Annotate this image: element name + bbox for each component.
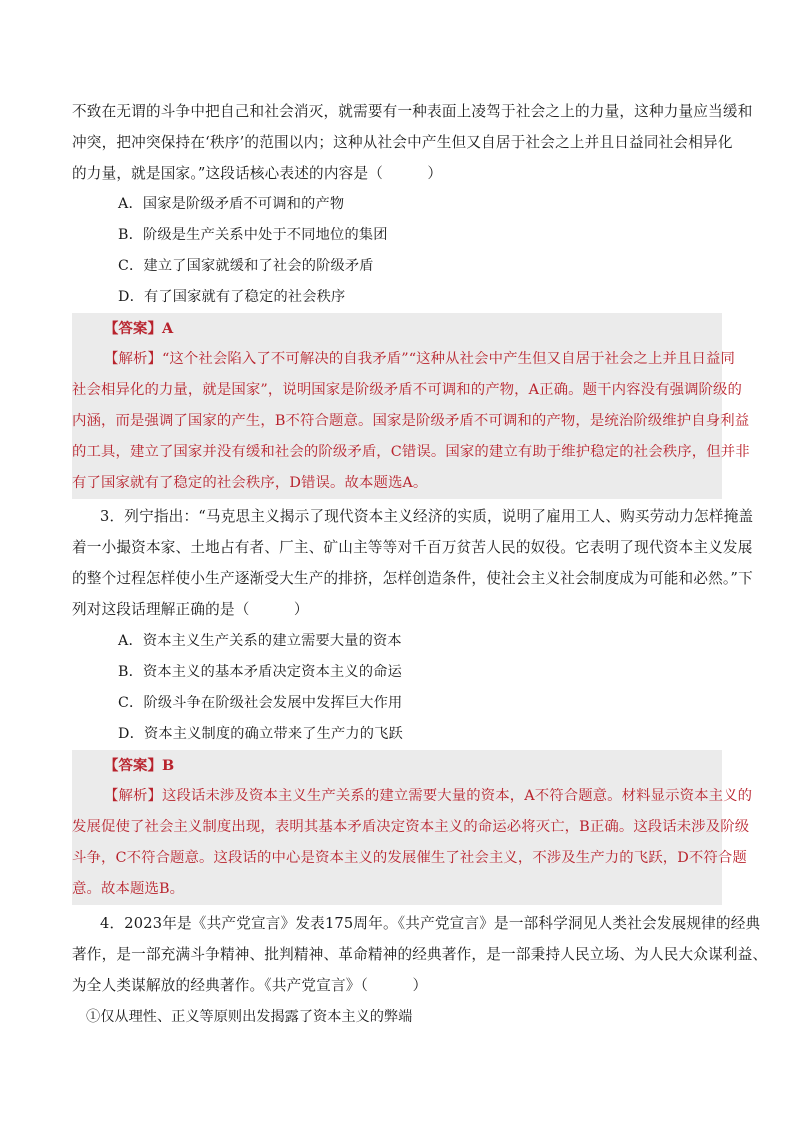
stem-line: 冲突，把冲突保持在‘秩序’的范围以内；这种从社会中产生但又自居于社会之上并且日益同社会相异化 [72, 134, 733, 151]
explanation-line: 的工具，建立了国家并没有缓和社会的阶级矛盾，C错误。国家的建立有助于维护稳定的社会秩序，但并非 [72, 444, 750, 460]
option-c: C．建立了国家就缓和了社会的阶级矛盾 [118, 258, 374, 274]
option-d: D．资本主义制度的确立带来了生产力的飞跃 [118, 726, 403, 742]
question-4-stem [72, 908, 768, 1001]
stem-line: 不致在无谓的斗争中把自己和社会消灭，就需要有一种表面上凌驾于社会之上的力量，这种力量应当缓和 [72, 103, 753, 120]
question-2-stem [72, 96, 753, 189]
option-c: C．阶级斗争在阶级社会发展中发挥巨大作用 [118, 695, 403, 711]
stem-line: 为全人类谋解放的经典著作。《共产党宣言》（ ） [72, 977, 428, 994]
stem-line: 4．2023年是《共产党宣言》发表175周年。《共产党宣言》是一部科学洞见人类社会发展规律的经典 [100, 915, 761, 932]
stem-line: 的整个过程怎样使小生产逐渐受大生产的排挤，怎样创造条件，使社会主义社会制度成为可能和必然。”下 [72, 570, 753, 587]
question-3-options [72, 626, 724, 750]
stem-line: 着一小撮资本家、土地占有者、厂主、矿山主等等对千百万贫苦人民的奴役。它表明了现代资本主义发展 [72, 539, 753, 556]
explanation-line: 斗争，C不符合题意。这段话的中心是资本主义的发展催生了社会主义，不涉及生产力的飞跃，D不符合题 [72, 850, 747, 866]
answer-label: 【答案】B [104, 757, 175, 774]
explanation-line: 内涵，而是强调了国家的产生，B不符合题意。国家是阶级矛盾不可调和的产物，是统治阶级维护自身利益 [72, 413, 750, 429]
explanation-line: 意。故本题选B。 [72, 881, 185, 897]
option-d: D．有了国家就有了稳定的社会秩序 [118, 289, 346, 305]
stem-line: 著作，是一部充满斗争精神、批判精神、革命精神的经典著作，是一部秉持人民立场、为人民大众谋利益、 [72, 946, 768, 963]
question-2-answer-box [72, 313, 750, 499]
question-2-options [72, 189, 724, 313]
explanation-line: 有了国家就有了稳定的社会秩序，D错误。故本题选A。 [72, 475, 428, 491]
stem-line: 的力量，就是国家。”这段话核心表述的内容是（ ） [72, 165, 443, 182]
option-a: A．国家是阶级矛盾不可调和的产物 [118, 196, 345, 212]
answer-label: 【答案】A [104, 320, 174, 337]
option-b: B．资本主义的基本矛盾决定资本主义的命运 [118, 664, 402, 680]
explanation-line: 【解析】这段话未涉及资本主义生产关系的建立需要大量的资本，A不符合题意。材料显示资本主义的 [104, 788, 753, 804]
option-a: A．资本主义生产关系的建立需要大量的资本 [118, 633, 402, 649]
stem-line: 3．列宁指出：“马克思主义揭示了现代资本主义经济的实质，说明了雇用工人、购买劳动力怎样掩盖 [100, 508, 754, 525]
question-3-stem [72, 501, 754, 625]
statement-item: ①仅从理性、正义等原则出发揭露了资本主义的弊端 [86, 1009, 413, 1025]
option-b: B．阶级是生产关系中处于不同地位的集团 [118, 227, 388, 243]
question-4-items [72, 1002, 724, 1033]
explanation-line: 发展促使了社会主义制度出现，表明其基本矛盾决定资本主义的命运必将灭亡，B正确。这段话未涉及阶级 [72, 819, 750, 835]
stem-line: 列对这段话理解正确的是（ ） [72, 601, 309, 618]
explanation-line: 【解析】“这个社会陷入了不可解决的自我矛盾”“这种从社会中产生但又自居于社会之上并且日益同 [104, 351, 735, 367]
explanation-line: 社会相异化的力量，就是国家”，说明国家是阶级矛盾不可调和的产物，A正确。题干内容没有强调阶级的 [72, 382, 743, 398]
question-3-answer-box [72, 750, 753, 905]
